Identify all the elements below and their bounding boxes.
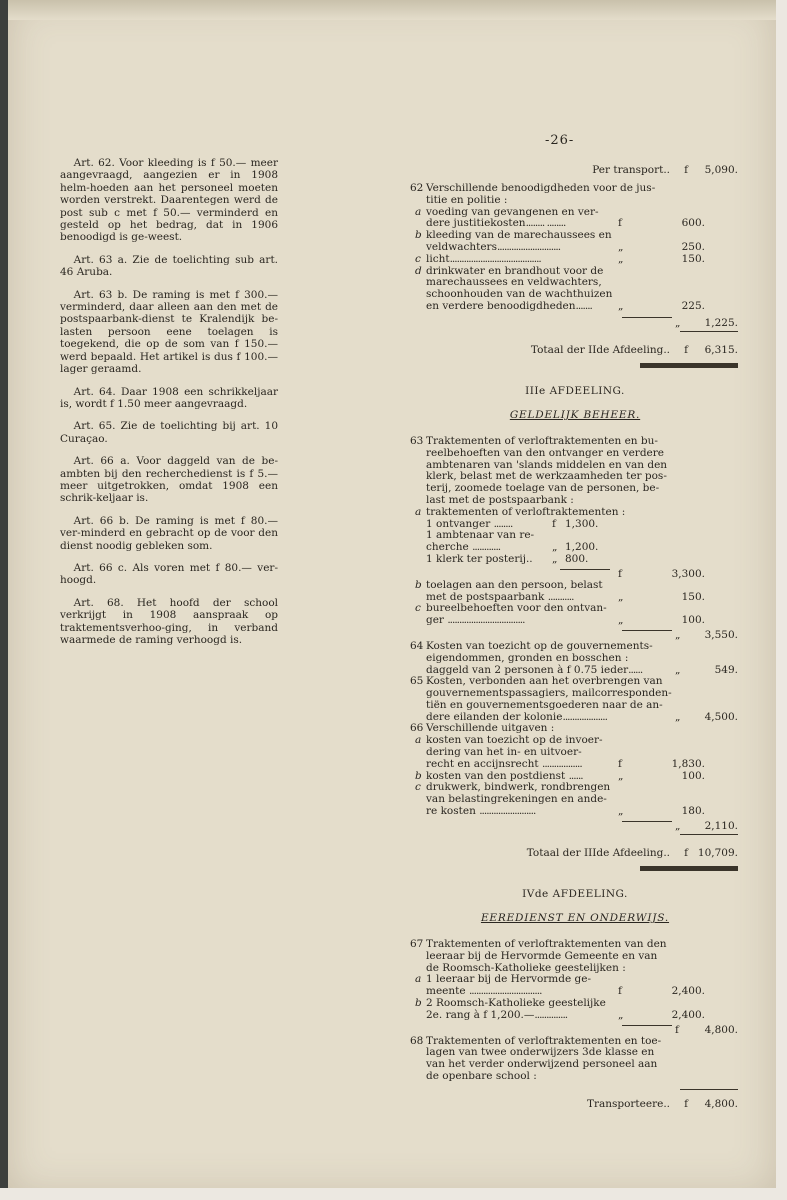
note-art-64: Art. 64. Daar 1908 een schrikkeljaar is, wordt f 1.50 meer aangevraagd. <box>60 385 278 410</box>
note-art-65: Art. 65. Zie de toelichting bij art. 10 Curaçao. <box>60 420 278 445</box>
subtotal-rule <box>622 821 672 822</box>
note-art-66b: Art. 66 b. De raming is met f 80.— ver-minderd en gebracht op de voor den dienst noodig gebleken som. <box>60 514 278 552</box>
note-art-68: Art. 68. Het hoofd der school verkrijgt in 1908 aanspraak op traktementsverhoo-ging, in verband waarmede de raming verhoogd is. <box>60 596 278 646</box>
article-66: 66 Verschillende uitgaven : a kosten van toezicht op de invoer- dering van het in- en uitvoer- recht en accijnsrecht ................. f 1,830. b kosten van den postdienst ...... „ 100. c drukwerk, bindwerk, rondbrengen van belastingrekeningen en ande- re kosten ........................ „ 180. „ 2,110. <box>410 722 738 832</box>
total-section-2: Totaal der IIde Afdeeling.. f 6,315. <box>530 343 738 356</box>
budget-column <box>410 161 740 1117</box>
transporteere-line: Transporteere.. f 4,800. <box>586 1097 738 1110</box>
page-number: -26- <box>545 133 575 148</box>
scan-margin-right <box>776 0 787 1200</box>
article-67: 67 Traktementen of verloftraktementen van den leeraar bij de Hervormde Gemeente en van de Roomsch-Katholieke geestelijken : a 1 leeraar bij de Hervormde ge- meente ............................... f 2,400. b 2 Roomsch-Katholieke geestelijke 2e. rang à f 1,200.—.............. „ 2,400. f 4,800. <box>410 938 738 1036</box>
double-rule <box>640 866 738 871</box>
note-art-66a: Art. 66 a. Voor daggeld van de be-ambten bij den recherchedienst is f 5.— meer uitgetrokken, omdat 1908 een schrik-keljaar is. <box>60 455 278 505</box>
total-rule <box>680 1089 738 1090</box>
note-art-63b: Art. 63 b. De raming is met f 300.— verminderd, daar alleen aan den met de postspaarbank-dienst te Kralendijk be-lasten persoon eene toelagen is toegekend, die op de som van f 150.— werd bepaald. Het artikel is dus f 100.— lager geraamd. <box>60 288 278 376</box>
section-3-heading: IIIe AFDEELING. <box>525 385 625 398</box>
section-3-subheading: GELDELIJK BEHEER. <box>509 409 641 422</box>
double-rule <box>640 363 738 368</box>
note-art-62: Art. 62. Voor kleeding is f 50.— meer aangevraagd, aangezien er in 1908 helm-hoeden aan het personeel moeten worden verstrekt. Daarentegen werd de post sub c met f 50.— verminderd en gesteld op het bedrag, dat in 1906 benoodigd is ge-weest. <box>60 157 278 244</box>
scan-margin-bottom <box>0 1188 787 1200</box>
article-62: 62 Verschillende benoodigdheden voor de jus- titie en politie : a voeding van gevangenen en ver- dere justitiekosten........ ........ f 600. b kleeding van de marechaussees en veldwachters........................... „ 250. c licht....................................... „ 150. d drinkwater en brandhout voor de marechaussees en veldwachters, schoonhouden van de wachthuizen en verdere benoodigdheden....... „ 225. „ 1,225. <box>410 182 738 329</box>
subtotal-rule <box>622 630 672 631</box>
note-art-63a: Art. 63 a. Zie de toelichting sub art. 46 Aruba. <box>60 253 278 279</box>
section-4-subheading: EEREDIENST EN ONDERWIJS. <box>480 912 670 925</box>
article-63: 63 Traktementen of verloftraktementen en bu- reelbehoeften van den ontvanger en verdere ambtenaren van 'slands middelen en van den klerk, belast met de werkzaamheden ter pos- terij, zoomede toelage van de personen, be- last met de postspaarbank : a traktementen of verloftraktementen : 1 ontvanger ........ f 1,300. 1 ambtenaar van re- cherche ............ „ 1,200. 1 klerk ter posterij.. „ 800. f 3,300. b toelagen aan den persoon, belast met de postspaarbank ........... „ 150. c bureelbehoeften voor den ontvan- ger ................................. „ 100. „ 3,550. <box>410 434 738 641</box>
article-65: 65 Kosten, verbonden aan het overbrengen van gouvernementspassagiers, mailcorresponden- tiën en gouvernementsgoederen naar de an- dere eilanden der kolonie................... „ 4,500. <box>410 675 738 723</box>
page-top-stain <box>8 0 776 20</box>
article-68: 68 Traktementen of verloftraktementen en toe- lagen van twee onderwijzers 3de klasse en van het verder onderwijzend personeel aan de openbare school : <box>410 1034 662 1083</box>
total-rule <box>680 331 738 332</box>
article-64: 64 Kosten van toezicht op de gouvernements- eigendommen, gronden en bosschen : daggeld van 2 personen à f 0.75 ieder...... „ 549. <box>410 639 738 676</box>
note-art-66c: Art. 66 c. Als voren met f 80.— ver-hoogd. <box>60 561 278 587</box>
total-section-3: Totaal der IIIde Afdeeling.. f 10,709. <box>526 846 738 859</box>
subtotal-rule <box>560 569 610 570</box>
total-rule <box>680 834 738 835</box>
subtotal-rule <box>622 317 672 318</box>
per-transport-line: Per transport.. f 5,090. <box>592 164 738 176</box>
subtotal-rule <box>622 1025 672 1026</box>
section-4-heading: IVde AFDEELING. <box>522 888 628 901</box>
explanatory-notes <box>60 157 278 656</box>
